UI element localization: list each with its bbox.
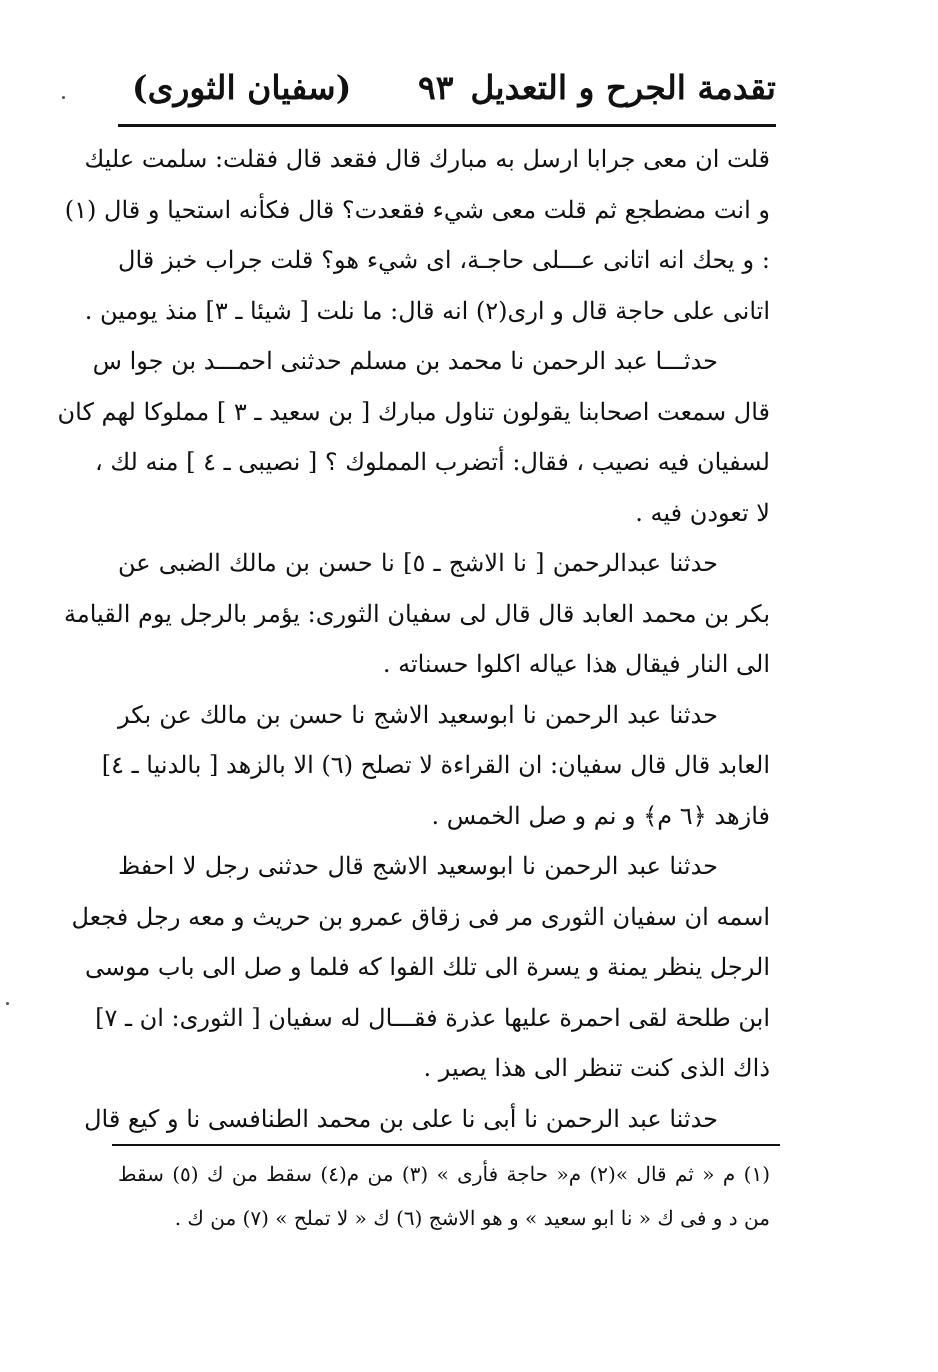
text-line: لا تعودن فيه . xyxy=(635,498,770,527)
main-text xyxy=(57,134,770,1144)
text-line: حدثنا عبد الرحمن نا ابوسعيد الاشج قال حدثنى رجل لا احفظ xyxy=(118,852,718,880)
scan-speck xyxy=(6,1002,9,1005)
text-line: اسمه ان سفيان الثورى مر فى زقاق عمرو بن حريث و معه رجل فجعل xyxy=(71,902,770,931)
text-line: الرجل ينظر يمنة و يسرة الى تلك الفوا كه فلما و صل الى باب موسى xyxy=(84,953,770,981)
text-line: حدثنا عبد الرحمن نا أبى نا على بن محمد الطنافسى نا و كيع قال xyxy=(84,1104,718,1133)
section-title: (سفيان الثورى) xyxy=(132,68,352,107)
text-line: ابن طلحة لقى احمرة عليها عذرة فقـــال له سفيان [ الثورى: ان ـ ٧] xyxy=(95,1003,770,1032)
book-title: تقدمة الجرح و التعديل xyxy=(470,68,776,107)
text-line: العابد قال قال سفيان: ان القراءة لا تصلح (٦) الا بالزهد [ بالدنيا ـ ٤] xyxy=(101,751,770,779)
text-line: حدثنا عبدالرحمن [ نا الاشج ـ ٥] نا حسن بن مالك الضبى عن xyxy=(118,549,718,577)
text-line: حدثـــا عبد الرحمن نا محمد بن مسلم حدثنى احمـــد بن جوا س xyxy=(92,347,718,375)
header-rule xyxy=(118,124,776,127)
footnote-rule xyxy=(112,1144,780,1146)
text-line: اتانى على حاجة قال و ارى(٢) انه قال: ما نلت [ شيئا ـ ٣] منذ يومين . xyxy=(84,296,770,325)
scan-speck xyxy=(62,96,65,99)
page-number: ٩٣ xyxy=(418,68,454,107)
text-line: الى النار فيقال هذا عياله اكلوا حسناته . xyxy=(382,650,770,678)
text-line: حدثنا عبد الرحمن نا ابوسعيد الاشج نا حسن بن مالك عن بكر xyxy=(118,700,718,729)
text-line: : و يحك انه اتانى عـــلى حاجـة، اى شيء هو؟ قلت جراب خبز قال xyxy=(118,246,770,274)
footnotes xyxy=(118,1152,770,1240)
footnote-line: من د و فى ك « نا ابو سعيد » و هو الاشج (٦) ك « لا تملح » (٧) من ك . xyxy=(174,1206,770,1230)
text-line: و انت مضطجع ثم قلت معى شيء فقعدت؟ قال فكأنه استحيا و قال (١) xyxy=(64,195,770,224)
text-line: قال سمعت اصحابنا يقولون تناول مبارك [ بن سعيد ـ ٣ ] مملوكا لهم كان xyxy=(57,397,770,426)
text-line: بكر بن محمد العابد قال قال لى سفيان الثورى: يؤمر بالرجل يوم القيامة xyxy=(64,599,770,628)
text-line: فازهد ﴿٦ م﴾ و نم و صل الخمس . xyxy=(431,801,770,830)
text-line: لسفيان فيه نصيب ، فقال: أتضرب المملوك ؟ [ نصيبى ـ ٤ ] منه لك ، xyxy=(94,448,770,476)
page-header xyxy=(118,62,776,118)
footnote-line: (١) م « ثم قال »(٢) م« حاجة فأرى » (٣) من م(٤) سقط من ك (٥) سقط xyxy=(118,1162,770,1186)
text-line: ذاك الذى كنت تنظر الى هذا يصير . xyxy=(423,1054,770,1082)
text-line: قلت ان معى جرابا ارسل به مبارك قال فقعد قال فقلت: سلمت عليك xyxy=(84,145,770,173)
